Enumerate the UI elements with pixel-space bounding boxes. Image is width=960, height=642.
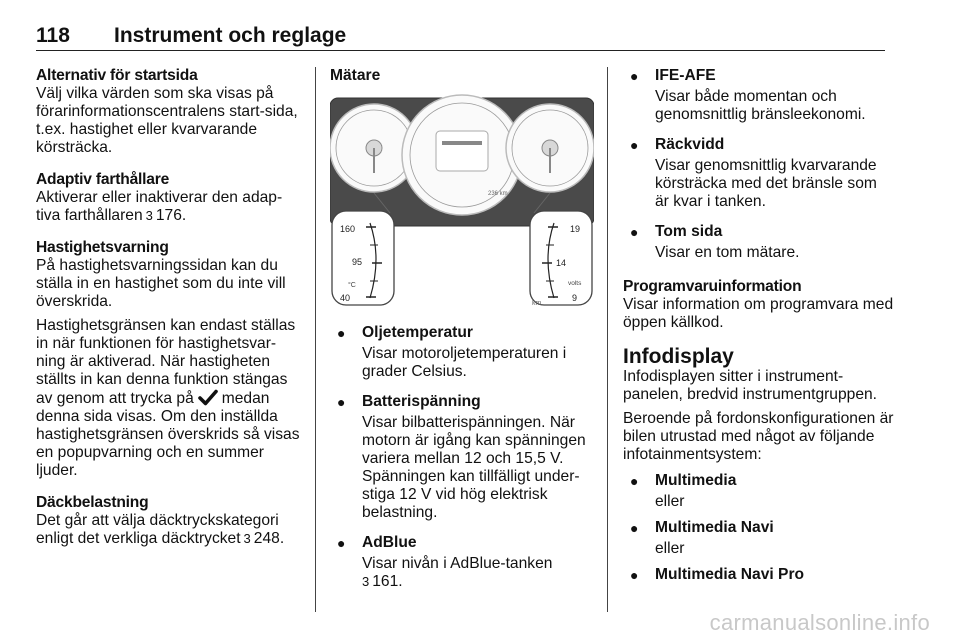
list-item-title: Multimedia (655, 472, 737, 489)
list-item-text: eller (655, 540, 685, 557)
bullet-icon: ● (630, 567, 639, 583)
chapter-heading: Infodisplay (623, 345, 734, 368)
list-item (330, 534, 594, 591)
list-item-title: Multimedia Navi (655, 519, 774, 536)
bullet-icon: ● (337, 325, 346, 341)
section-text: Beroende på fordonskonfigurationen är bilen utrustad med något av följande infotainmentsystem: (623, 410, 894, 463)
section-text: Välj vilka värden som ska visas på förarinformationscentralens start-sida, t.ex. hastighet eller kvarvarande körsträcka. (36, 85, 298, 156)
voltage-gauge-icon (530, 211, 592, 307)
volt-top: 19 (570, 224, 581, 234)
volt-bottom: 9 (572, 293, 578, 303)
section-text: Visar information om programvara med öppen källkod. (623, 296, 894, 331)
bullet-icon: ● (630, 520, 639, 536)
oil-temp-unit: °C (348, 282, 356, 289)
page-number: 118 (36, 24, 70, 47)
page-ref[interactable]: 248 (253, 530, 280, 547)
column-divider (607, 67, 608, 612)
list-item (623, 223, 895, 262)
instrument-cluster-svg (330, 93, 594, 308)
oil-temp-bottom: 40 (340, 293, 351, 303)
page-ref[interactable]: 176 (155, 207, 182, 224)
list-item-title: Räckvidd (655, 136, 725, 153)
page-ref-icon: 3 (362, 574, 370, 589)
column-right (623, 67, 895, 584)
page-title: Instrument och reglage (114, 24, 347, 47)
column-middle (330, 67, 594, 603)
oil-temp-mid: 95 (352, 257, 363, 267)
list-item-title: Multimedia Navi Pro (655, 566, 805, 583)
list-item-title: IFE-AFE (655, 67, 716, 84)
bullet-icon: ● (337, 394, 346, 410)
page-ref-icon: 3 (243, 531, 251, 546)
list-item-text: Visar både momentan och genomsnittlig bränsleekonomi. (655, 88, 866, 123)
list-item-title: Tom sida (655, 223, 723, 240)
section-adaptive-cruise (36, 171, 304, 225)
list-item-text: Visar genomsnittlig kvarvarande körsträcka med det bränsle som är kvar i tanken. (655, 157, 877, 210)
km-label: km (532, 300, 542, 307)
list-item (623, 136, 895, 211)
section-text: Aktiverar eller inaktiverar den adap-tiva farthållaren 3 176. (36, 189, 283, 224)
list-item-title: Oljetemperatur (362, 324, 473, 341)
list-item-title: AdBlue (362, 534, 417, 551)
volt-unit: volts (568, 280, 582, 287)
section-heading: Adaptiv farthållare (36, 171, 170, 188)
section-heading: Hastighetsvarning (36, 239, 169, 256)
section-speed-warning (36, 239, 304, 480)
column-divider (315, 67, 316, 612)
volt-mid: 14 (556, 258, 567, 268)
oil-temp-gauge-icon (332, 211, 394, 305)
odometer-label: 236 km (488, 191, 508, 197)
list-item-title: Batterispänning (362, 393, 481, 410)
section-heading: Däckbelastning (36, 494, 149, 511)
section-startpage (36, 67, 304, 157)
bullet-icon: ● (630, 224, 639, 240)
list-item-text: Visar motoroljetemperaturen i grader Celsius. (362, 345, 567, 380)
watermark: carmanualsonline.info (709, 610, 930, 635)
list-item (330, 324, 594, 381)
speedometer-icon (402, 95, 522, 215)
section-heading: Programvaruinformation (623, 278, 802, 295)
oil-temp-top: 160 (340, 224, 356, 234)
bullet-icon: ● (630, 473, 639, 489)
page-header (36, 24, 885, 51)
list-item-text: eller (655, 493, 685, 510)
list-item (623, 67, 895, 124)
right-dial-icon (506, 104, 594, 192)
section-text: Hastighetsgränsen kan endast ställas in när funktionen för hastighetsvar-ning är aktiverad. När hastigheten ställts in kan denna funktion stängas av genom att trycka på medan denna sida visas. Om den inställda hastighetsgränsen överskrids så visas en popupvarning och en summer ljuder. (36, 317, 300, 479)
checkmark-icon (198, 389, 218, 406)
list-item (330, 393, 594, 522)
list-item (623, 519, 895, 558)
list-item (623, 472, 895, 511)
list-item-text: Visar nivån i AdBlue-tanken 3 161. (362, 555, 553, 590)
section-text: På hastighetsvarningssidan kan du ställa in en hastighet som du inte vill överskrida. (36, 257, 286, 310)
list-item-text: Visar bilbatterispänningen. När motorn är igång kan spänningen variera mellan 12 och 15,5 V. Spänningen kan tillfälligt under-stiga 12 V vid hög elektrisk belastning. (362, 414, 586, 521)
section-tire-load (36, 494, 304, 548)
section-software-info (623, 278, 895, 332)
bullet-icon: ● (337, 535, 346, 551)
page-ref[interactable]: 161 (372, 573, 399, 590)
bullet-icon: ● (630, 68, 639, 84)
page-ref-icon: 3 (145, 208, 153, 223)
column-left (36, 67, 304, 562)
instrument-cluster-illustration (330, 93, 594, 308)
section-heading: Alternativ för startsida (36, 67, 198, 84)
section-text: Infodisplayen sitter i instrument-panelen, bredvid instrumentgruppen. (623, 368, 877, 403)
section-text: Det går att välja däcktryckskategori enligt det verkliga däcktrycket 3 248. (36, 512, 285, 547)
list-item-text: Visar en tom mätare. (655, 244, 800, 261)
bullet-icon: ● (630, 137, 639, 153)
list-item (623, 566, 895, 584)
section-heading: Mätare (330, 67, 381, 84)
